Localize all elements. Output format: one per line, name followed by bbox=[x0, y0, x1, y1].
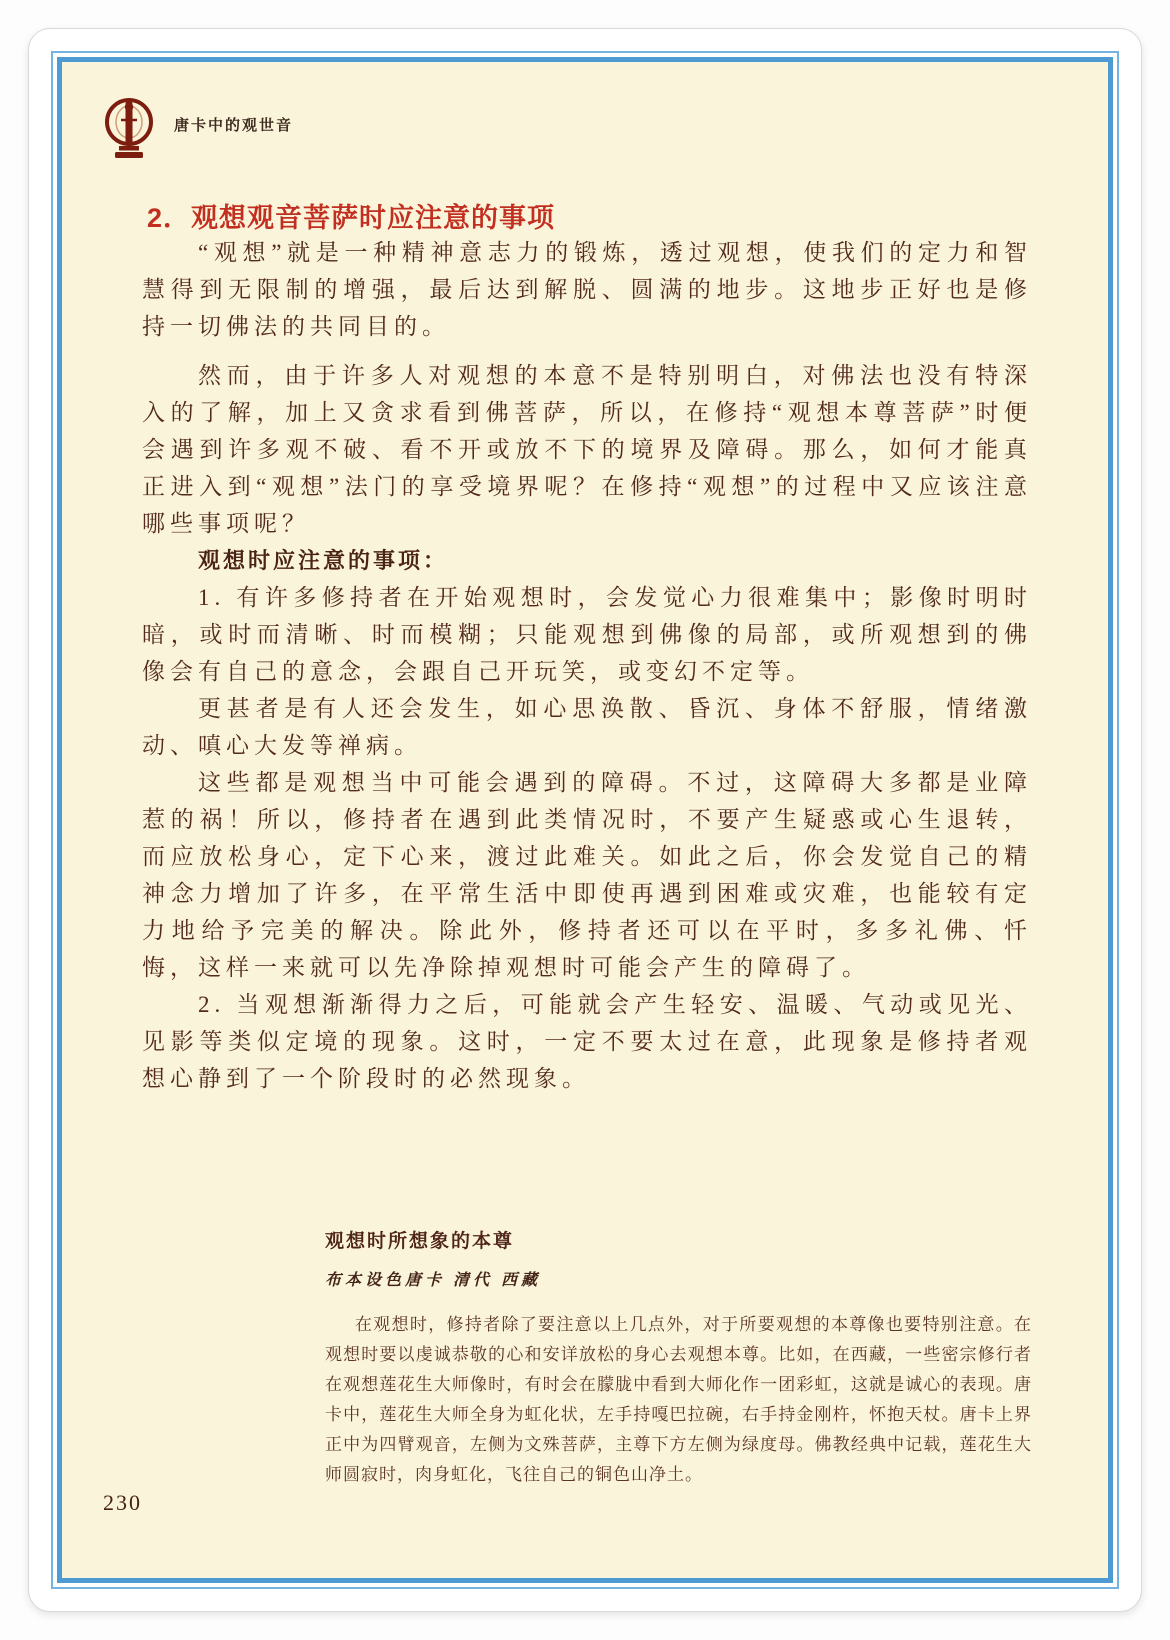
point-paragraph: 更甚者是有人还会发生，如心思涣散、昏沉、身体不舒服，情绪激动、嗔心大发等禅病。 bbox=[142, 696, 1032, 758]
paragraph: “观想”就是一种精神意志力的锻炼，透过观想，使我们的定力和智慧得到无限制的增强，最后达到解脱、圆满的地步。这地步正好也是修持一切佛法的共同目的。 bbox=[142, 240, 1032, 339]
point-paragraph: 这些都是观想当中可能会遇到的障碍。不过，这障碍大多都是业障惹的祸！所以，修持者在遇到此类情况时，不要产生疑惑或心生退转，而应放松身心，定下心来，渡过此难关。如此之后，你会发觉自己的精神念力增加了许多，在平常生活中即使再遇到困难或灾难，也能较有定力地给予完美的解决。除此外，修持者还可以在平时，多多礼佛、忏悔，这样一来就可以先净除掉观想时可能会产生的障碍了。 bbox=[142, 770, 1032, 980]
caption-title: 观想时所想象的本尊 bbox=[325, 1231, 515, 1252]
point-paragraph: 1. 有许多修持者在开始观想时，会发觉心力很难集中；影像时明时暗，或时而清晰、时而模糊；只能观想到佛像的局部，或所观想到的佛像会有自己的意念，会跟自己开玩笑，或变幻不定等。 bbox=[142, 585, 1032, 684]
guanyin-emblem-icon bbox=[100, 94, 158, 160]
paragraph: 然而，由于许多人对观想的本意不是特别明白，对佛法也没有特深入的了解，加上又贪求看到佛菩萨，所以，在修持“观想本尊菩萨”时便会遇到许多观不破、看不开或放不下的境界及障碍。那么，如何才能真正进入到“观想”法门的享受境界呢？在修持“观想”的过程中又应该注意哪些事项呢？ bbox=[142, 363, 1032, 536]
caption-medium-line: 布本设色唐卡 清代 西藏 bbox=[325, 1272, 542, 1289]
article-subheading: 观想时应注意的事项： bbox=[198, 548, 449, 573]
page-number: 230 bbox=[103, 1490, 142, 1515]
caption-body: 在观想时，修持者除了要注意以上几点外，对于所要观想的本尊像也要特别注意。在观想时要以虔诚恭敬的心和安详放松的身心去观想本尊。比如，在西藏，一些密宗修行者在观想莲花生大师像时，有时会在朦胧中看到大师化作一团彩虹，这就是诚心的表现。唐卡中，莲花生大师全身为虹化状，左手持嘎巴拉碗，右手持金刚杵，怀抱天杖。唐卡上界正中为四臂观音，左侧为文殊菩萨，主尊下方左侧为绿度母。佛教经典中记载，莲花生大师圆寂时，肉身虹化，飞往自己的铜色山净土。 bbox=[325, 1315, 1032, 1484]
page-header bbox=[100, 94, 293, 160]
article-body bbox=[142, 234, 1032, 1097]
figure-caption bbox=[325, 1226, 1032, 1490]
section-heading: 2．观想观音菩萨时应注意的事项 bbox=[147, 203, 556, 234]
book-series-title: 唐卡中的观世音 bbox=[174, 116, 294, 134]
point-paragraph: 2. 当观想渐渐得力之后，可能就会产生轻安、温暖、气动或见光、见影等类似定境的现象。这时，一定不要太过在意，此现象是修持者观想心静到了一个阶段时的必然现象。 bbox=[142, 992, 1032, 1091]
